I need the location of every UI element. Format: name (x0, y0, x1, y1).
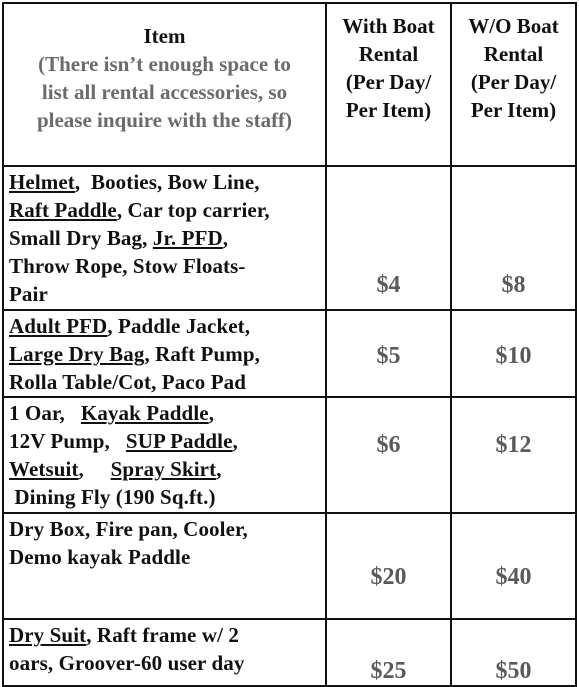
item-name-underlined: Kayak Paddle (80, 401, 209, 425)
item-text: , (222, 226, 229, 250)
item-list-cell (3, 310, 326, 397)
item-line (9, 368, 325, 396)
item-name-underlined: Jr. PFD (152, 226, 223, 250)
item-text: Dry Box, Fire pan, Cooler, (9, 517, 248, 541)
with-boat-header-line: Rental (358, 42, 419, 66)
item-name-underlined: Helmet (9, 170, 75, 194)
item-name-underlined: Large Dry Bag (9, 342, 145, 366)
item-text: , (208, 401, 215, 425)
item-header-title: Item (143, 24, 186, 48)
item-header-note-line: list all rental accessories, so (41, 80, 288, 104)
item-list-cell (3, 397, 326, 513)
item-text: 12V Pump, (9, 429, 126, 453)
item-name-underlined: Wetsuit (9, 457, 79, 481)
without-boat-header-line: (Per Day/ (470, 70, 557, 94)
item-text: Rolla Table/Cot, Paco Pad (9, 370, 247, 394)
item-column-header (3, 3, 326, 166)
item-line (9, 399, 325, 427)
item-text: , Booties, Bow Line, (74, 170, 260, 194)
item-line (9, 483, 325, 511)
item-text: , Car top carrier, (116, 198, 270, 222)
item-line (9, 252, 325, 280)
item-line (9, 543, 325, 571)
item-text: Dining Fly (190 Sq.ft.) (9, 485, 216, 509)
item-list-cell (3, 619, 326, 686)
with-boat-price: $25 (326, 619, 451, 686)
item-name-underlined: Dry Suit (9, 623, 87, 647)
item-text: , Raft Pump, (144, 342, 260, 366)
item-line (9, 427, 325, 455)
item-line (9, 340, 325, 368)
with-boat-price: $20 (326, 513, 451, 619)
item-name-underlined: Spray Skirt (110, 457, 217, 481)
item-text: , (216, 457, 222, 481)
item-line (9, 515, 325, 543)
table-row (3, 166, 576, 310)
without-boat-price: $8 (451, 166, 576, 310)
with-boat-price: $5 (326, 310, 451, 397)
item-line (9, 196, 325, 224)
item-text: , (78, 457, 111, 481)
without-boat-price: $40 (451, 513, 576, 619)
item-text: , Paddle Jacket, (107, 314, 251, 338)
table-row (3, 310, 576, 397)
with-boat-header-line: (Per Day/ (345, 70, 432, 94)
without-boat-header-line: W/O Boat (468, 14, 559, 38)
with-boat-price: $4 (326, 166, 451, 310)
item-name-underlined: Raft Paddle (9, 198, 117, 222)
item-text: Pair (9, 282, 48, 306)
with-boat-price: $6 (326, 397, 451, 513)
item-list-cell (3, 513, 326, 619)
item-line (9, 280, 325, 308)
item-text: 1 Oar, (9, 401, 81, 425)
item-line (9, 455, 325, 483)
table-row (3, 513, 576, 619)
item-text: Demo kayak Paddle (9, 545, 191, 569)
rental-price-table (2, 2, 577, 687)
table-row (3, 397, 576, 513)
item-line (9, 224, 325, 252)
item-line (9, 649, 325, 677)
with-boat-column-header (326, 3, 451, 166)
item-list-cell (3, 166, 326, 310)
item-name-underlined: SUP Paddle (125, 429, 233, 453)
item-text: , (232, 429, 238, 453)
without-boat-price: $10 (451, 310, 576, 397)
item-text: Small Dry Bag, (9, 226, 153, 250)
header-row (3, 3, 576, 166)
without-boat-header-line: Rental (483, 42, 544, 66)
without-boat-column-header (451, 3, 576, 166)
with-boat-header-line: Per Item) (345, 98, 432, 122)
with-boat-header-line: With Boat (342, 14, 435, 38)
without-boat-header-line: Per Item) (470, 98, 557, 122)
without-boat-price: $50 (451, 619, 576, 686)
item-header-note-line: (There isn’t enough space to (38, 52, 291, 76)
without-boat-price: $12 (451, 397, 576, 513)
item-text: oars, Groover-60 user day (9, 651, 245, 675)
item-line (9, 312, 325, 340)
item-text: , Raft frame w/ 2 (86, 623, 239, 647)
item-name-underlined: Adult PFD (9, 314, 108, 338)
item-header-note-line: please inquire with the staff) (36, 108, 293, 132)
item-text: Throw Rope, Stow Floats- (9, 254, 246, 278)
item-line (9, 168, 325, 196)
table-row (3, 619, 576, 686)
item-line (9, 621, 325, 649)
